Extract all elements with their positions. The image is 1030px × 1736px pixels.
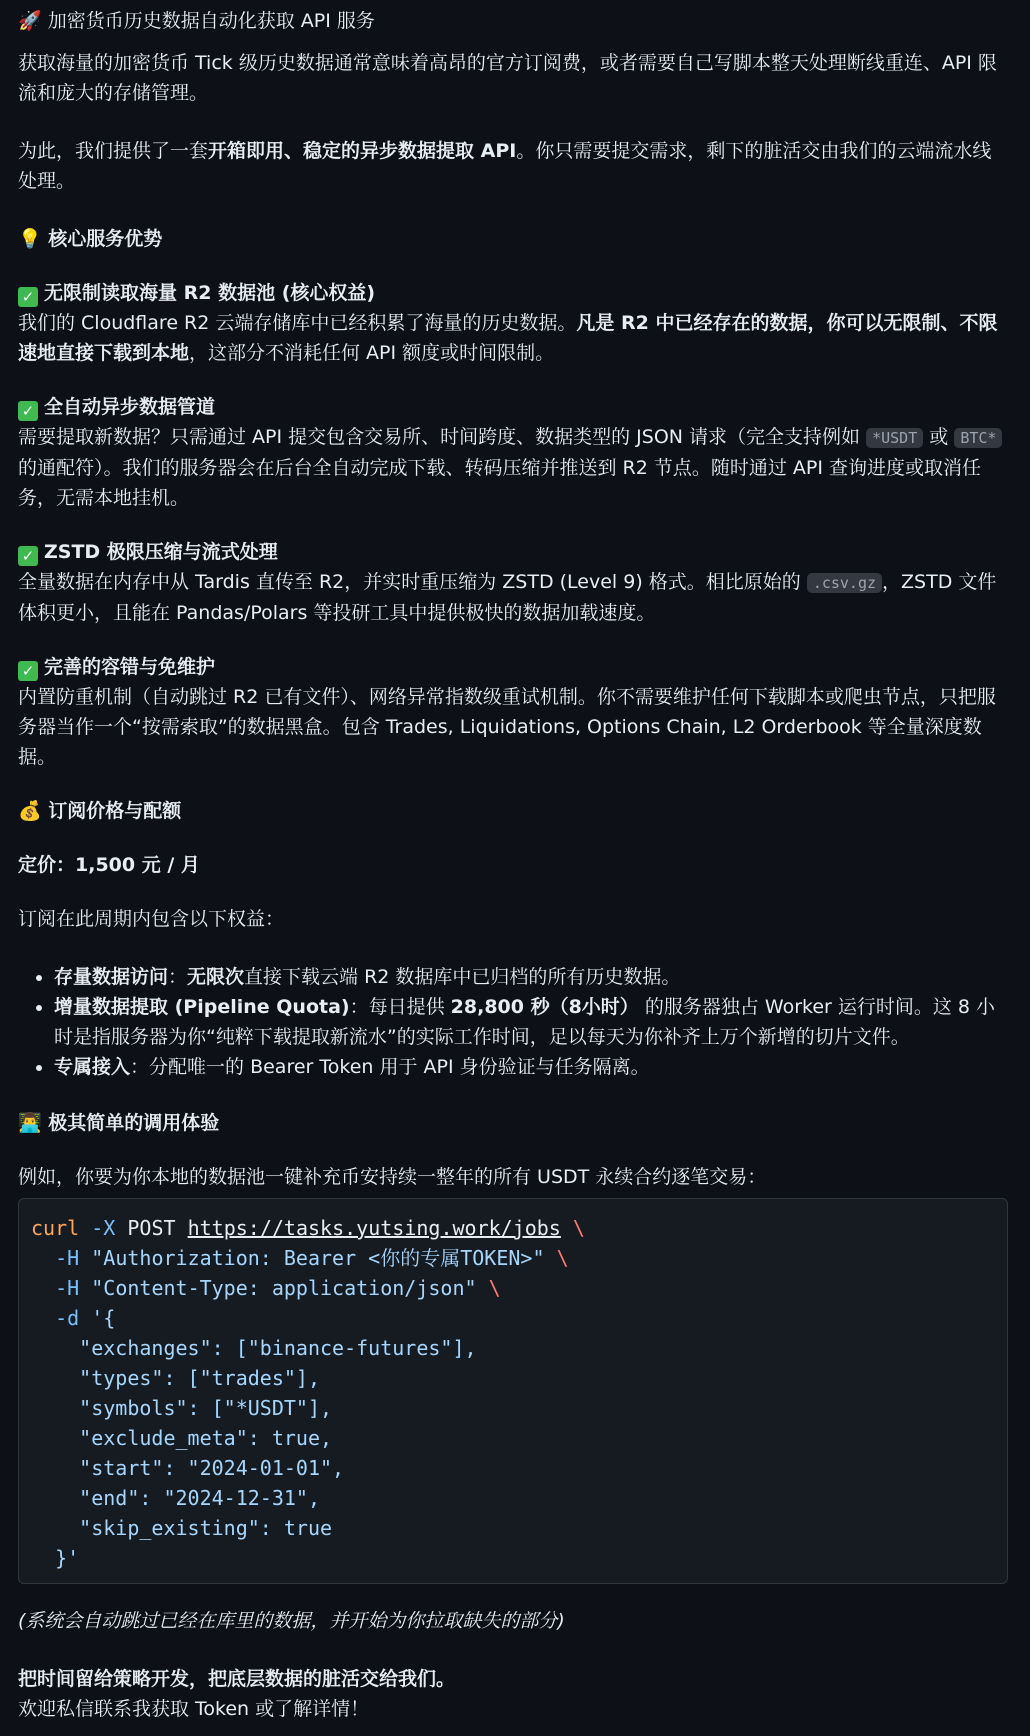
code-line: "end": "2024-12-31", <box>79 1486 320 1510</box>
code-line: "exclude_meta": true, <box>79 1426 333 1450</box>
advantage-desc-text: 需要提取新数据？只需通过 API 提交包含交易所、时间跨度、数据类型的 JSON 请求（完全支持例如 <box>18 426 867 448</box>
advantage-title <box>18 537 1008 567</box>
code-cmd: curl <box>31 1216 80 1240</box>
code-line: "types": ["trades"], <box>79 1366 320 1390</box>
benefit-sep: ：每日提供 <box>349 996 451 1018</box>
benefit-label: 专属接入 <box>54 1056 131 1078</box>
code-block[interactable] <box>18 1198 1008 1584</box>
inline-code: BTC* <box>954 428 1002 448</box>
page-title: 🚀 加密货币历史数据自动化获取 API 服务 <box>18 10 375 32</box>
advantage-item <box>18 278 1008 368</box>
advantage-desc-text-end: ，这部分不消耗任何 API 额度或时间限制。 <box>189 342 555 364</box>
advantage-desc-text-mid: 或 <box>923 426 955 448</box>
intro-paragraph-1: 获取海量的加密货币 Tick 级历史数据通常意味着高昂的官方订阅费，或者需要自己写脚本整天处理断线重连、API 限流和庞大的存储管理。 <box>18 52 997 104</box>
list-item <box>54 992 1008 1052</box>
benefit-text: 的服务器独占 Worker 运行时间。这 8 小时是指服务器为你“纯粹下载提取新流水”的实际工作时间，足以每天为你补齐上万个新增的切片文件。 <box>54 996 996 1048</box>
advantage-title <box>18 278 1008 308</box>
includes-label: 订阅在此周期内包含以下权益： <box>18 908 285 930</box>
code-flag: -X <box>91 1216 116 1240</box>
benefits-list <box>18 962 1008 1082</box>
benefit-sep: ： <box>130 1056 150 1078</box>
advantage-desc-text: 我们的 Cloudflare R2 云端存储库中已经积累了海量的历史数据。 <box>18 312 577 334</box>
intro2-text-end: 。你只需要提交需求，剩下的脏活交由我们的云端流水线处理。 <box>18 140 992 192</box>
code-url-link[interactable]: https://tasks.yutsing.work/jobs <box>187 1216 561 1240</box>
advantage-desc-bold: 凡是 R2 中已经存在的数据，你可以无限制、不限速地直接下载到本地 <box>18 312 998 364</box>
check-icon: ✓ <box>18 661 38 681</box>
benefit-label: 增量数据提取 (Pipeline Quota) <box>54 996 350 1018</box>
code-flag: -H <box>55 1246 80 1270</box>
check-icon: ✓ <box>18 401 38 421</box>
code-flag: -d <box>55 1306 80 1330</box>
advantage-desc <box>18 567 1008 628</box>
code-continuation: \ <box>556 1246 569 1270</box>
code-flag: -H <box>55 1276 80 1300</box>
advantage-title-text: 完善的容错与免维护 <box>44 656 216 678</box>
advantage-desc-text-end: ，ZSTD 文件体积更小，且能在 Pandas/Polars 等投研工具中提供极快的数据加载速度。 <box>18 571 997 624</box>
code-method: POST <box>127 1216 176 1240</box>
code-line: "skip_existing": true <box>79 1516 333 1540</box>
code-string: "Authorization: Bearer <你的专属TOKEN>" <box>91 1246 545 1270</box>
benefit-text: 分配唯一的 Bearer Token 用于 API 身份验证与任务隔离。 <box>149 1056 650 1078</box>
footer-contact: 欢迎私信联系我获取 Token 或了解详情！ <box>18 1698 370 1720</box>
advantage-desc <box>18 422 1008 513</box>
benefit-label: 存量数据访问 <box>54 966 169 988</box>
pricing-heading: 💰 订阅价格与配额 <box>18 800 182 822</box>
advantage-item <box>18 537 1008 628</box>
list-item <box>54 1052 1008 1082</box>
benefit-bold: 28,800 秒（8小时） <box>450 996 639 1018</box>
intro-paragraph-2 <box>18 136 1008 196</box>
code-line: "symbols": ["*USDT"], <box>79 1396 333 1420</box>
advantage-item <box>18 392 1008 513</box>
price-label: 定价：1,500 元 / 月 <box>18 854 200 876</box>
advantage-item <box>18 652 1008 772</box>
code-continuation: \ <box>572 1216 585 1240</box>
usage-note: (系统会自动跳过已经在库里的数据，并开始为你拉取缺失的部分) <box>18 1610 565 1632</box>
advantage-title-text: 无限制读取海量 R2 数据池 (核心权益) <box>44 282 376 304</box>
advantage-desc-text: 全量数据在内存中从 Tardis 直传至 R2，并实时重压缩为 ZSTD (Level 9) 格式。相比原始的 <box>18 571 807 593</box>
code-line: "start": "2024-01-01", <box>79 1456 345 1480</box>
code-continuation: \ <box>488 1276 501 1300</box>
list-item <box>54 962 1008 992</box>
check-icon: ✓ <box>18 546 38 566</box>
advantage-title-text: 全自动异步数据管道 <box>44 396 216 418</box>
inline-code: .csv.gz <box>807 573 882 593</box>
code-string: "Content-Type: application/json" <box>91 1276 477 1300</box>
benefit-text: 直接下载云端 R2 数据库中已归档的所有历史数据。 <box>244 966 681 988</box>
code-string: '{ <box>91 1306 116 1330</box>
footer-cta: 把时间留给策略开发，把底层数据的脏活交给我们。 <box>18 1668 456 1690</box>
intro2-text: 为此，我们提供了一套 <box>18 140 209 162</box>
code-string: }' <box>55 1546 80 1570</box>
usage-heading: 👨‍💻 极其简单的调用体验 <box>18 1112 220 1134</box>
code-line: "exchanges": ["binance-futures"], <box>79 1336 477 1360</box>
advantage-desc: 内置防重机制（自动跳过 R2 已有文件）、网络异常指数级重试机制。你不需要维护任何下载脚本或爬虫节点，只把服务器当作一个“按需索取”的数据黑盒。包含 Trades, Liquidations, Options Chain, L2 Orderbook 等全量深度数据。 <box>18 686 996 768</box>
check-icon: ✓ <box>18 287 38 307</box>
advantage-title-text: ZSTD 极限压缩与流式处理 <box>44 541 278 563</box>
usage-example-text: 例如，你要为你本地的数据池一键补充币安持续一整年的所有 USDT 永续合约逐笔交易： <box>18 1166 767 1188</box>
advantage-desc <box>18 308 1008 368</box>
advantages-heading: 💡 核心服务优势 <box>18 228 163 250</box>
inline-code: *USDT <box>866 428 923 448</box>
intro2-bold: 开箱即用、稳定的异步数据提取 API <box>208 140 517 162</box>
benefit-bold: 无限次 <box>187 966 245 988</box>
advantage-title <box>18 392 1008 422</box>
advantage-desc-text-end: 的通配符）。我们的服务器会在后台全自动完成下载、转码压缩并推送到 R2 节点。随时通过 API 查询进度或取消任务，无需本地挂机。 <box>18 457 982 509</box>
advantage-title <box>18 652 1008 682</box>
benefit-sep: ： <box>168 966 188 988</box>
